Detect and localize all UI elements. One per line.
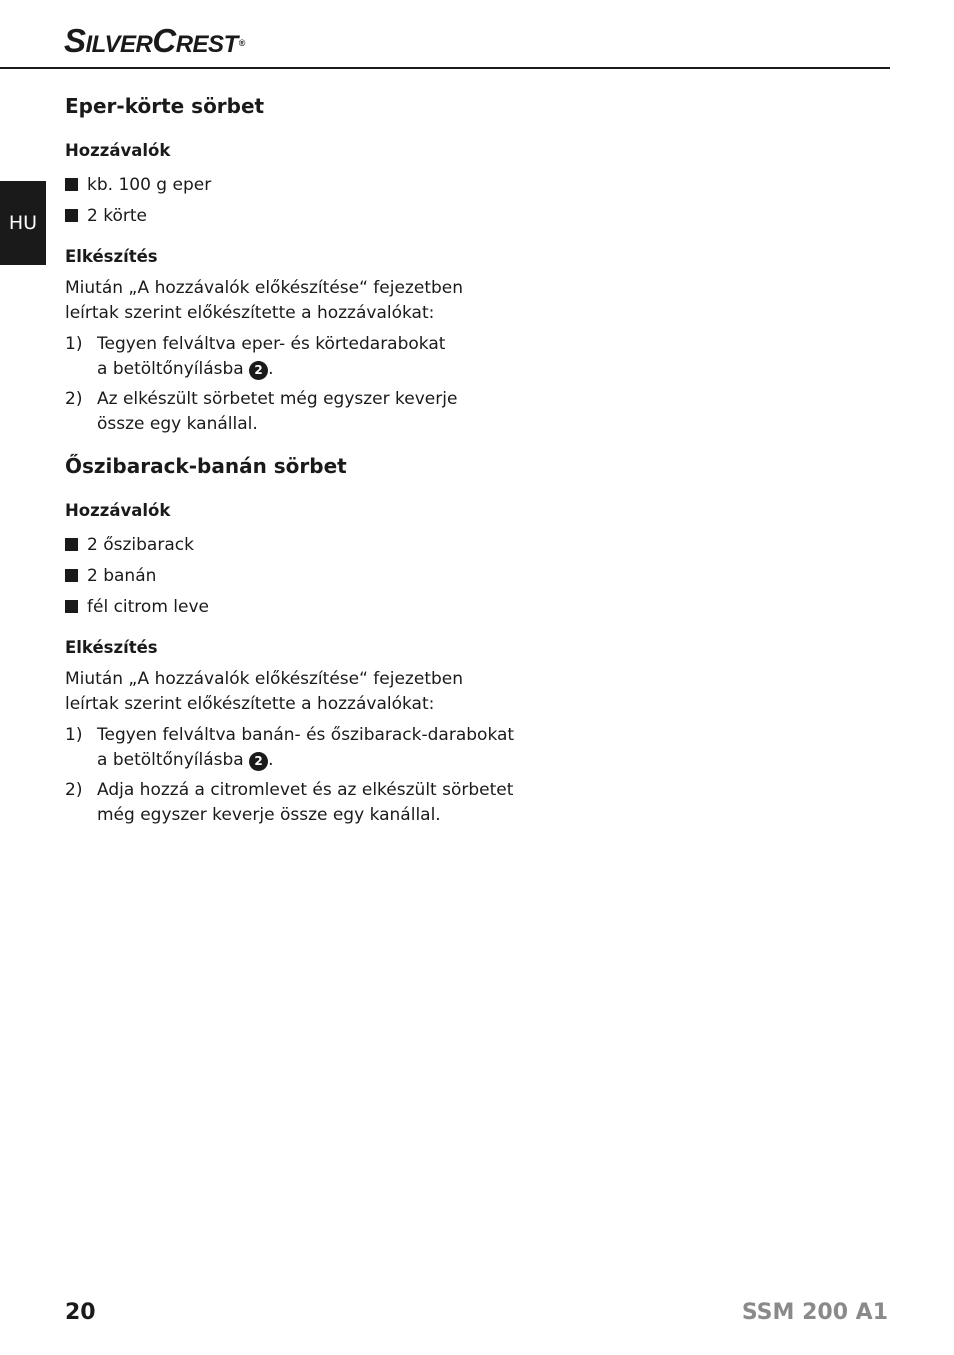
silvercrest-logo: SILVERCREST® (64, 22, 245, 59)
intro-paragraph: Miután „A hozzávalók előkészítése“ fejezetben leírtak szerint előkészítette a hozzávalókat: (65, 669, 464, 714)
section-title: Őszibarack-banán sörbet (65, 454, 347, 478)
page-number: 20 (65, 1300, 96, 1325)
part-reference-badge: 2 (249, 752, 268, 771)
part-reference-badge: 2 (249, 361, 268, 380)
section-title: Eper-körte sörbet (65, 94, 265, 118)
ingredient-item: 2 körte (65, 204, 147, 228)
ingredient-item: kb. 100 g eper (65, 173, 211, 197)
ingredients-heading: Hozzávalók (65, 501, 171, 520)
bullet-square-icon (65, 209, 78, 222)
bullet-square-icon (65, 569, 78, 582)
header-rule (0, 67, 890, 69)
bullet-square-icon (65, 600, 78, 613)
bullet-square-icon (65, 178, 78, 191)
intro-paragraph: Miután „A hozzávalók előkészítése“ fejezetben leírtak szerint előkészítette a hozzávalókat: (65, 278, 464, 323)
preparation-heading: Elkészítés (65, 638, 158, 657)
ingredient-item: 2 őszibarack (65, 533, 194, 557)
language-tab: HU (0, 181, 46, 265)
preparation-heading: Elkészítés (65, 247, 158, 266)
model-number: SSM 200 A1 (741, 1300, 888, 1325)
ingredient-item: fél citrom leve (65, 595, 209, 619)
bullet-square-icon (65, 538, 78, 551)
ingredients-heading: Hozzávalók (65, 141, 171, 160)
ingredient-item: 2 banán (65, 564, 156, 588)
